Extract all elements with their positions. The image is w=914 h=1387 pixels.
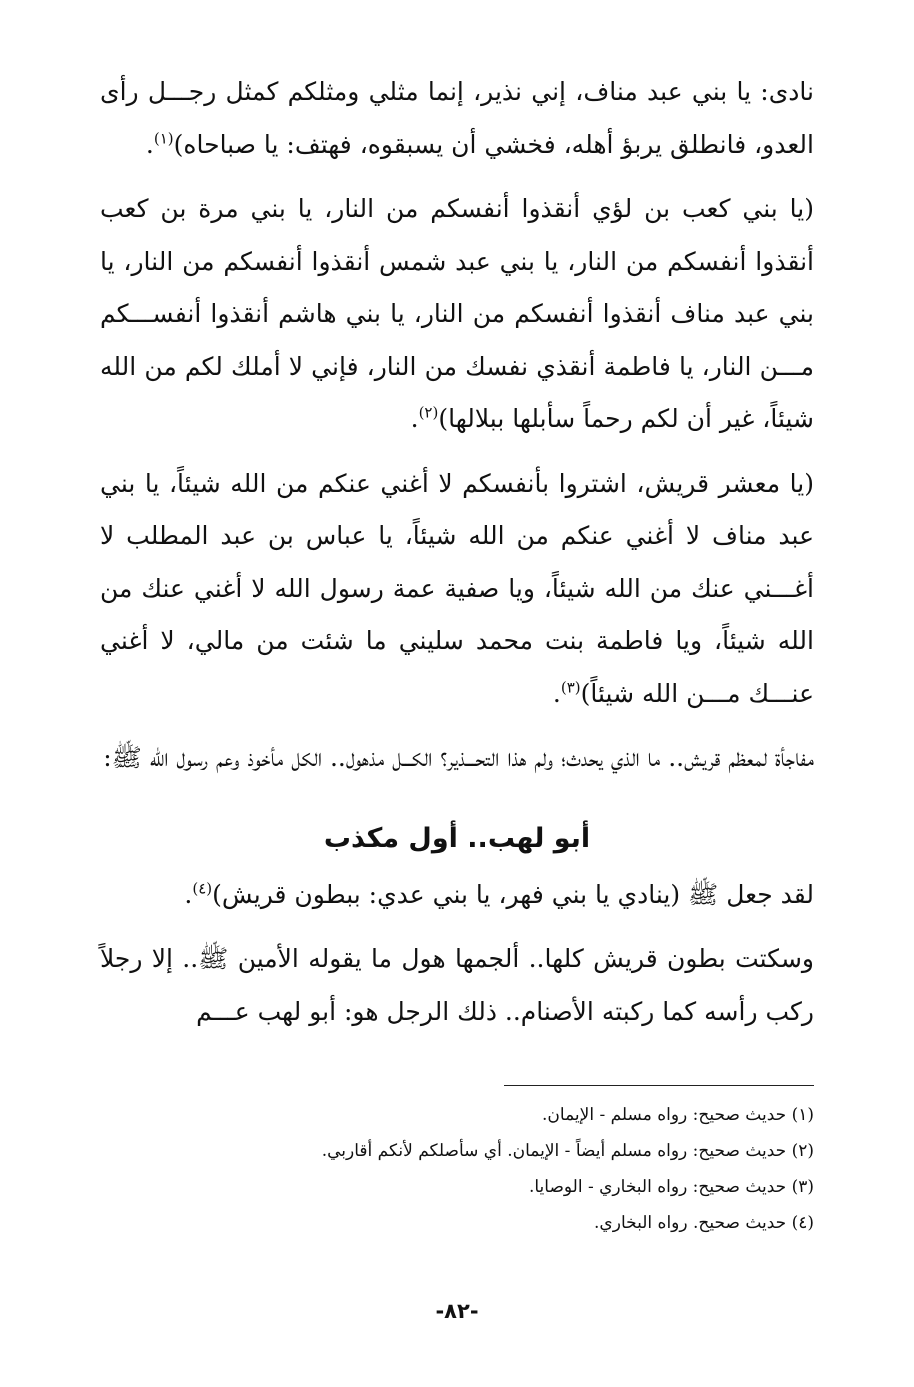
footnote-ref-2: (٢) xyxy=(418,403,439,422)
footnote-1: (١) حديث صحيح: رواه مسلم - الإيمان. xyxy=(542,1105,814,1125)
paragraph-5-end: . xyxy=(184,879,193,909)
footnotes xyxy=(100,1097,814,1241)
paragraph-5-text: لقد جعل ﷺ (ينادي يا بني فهر، يا بني عدي: ببطون قريش) xyxy=(212,879,814,909)
paragraph-3-end: . xyxy=(552,678,561,708)
footnote-divider xyxy=(504,1085,814,1086)
paragraph-3 xyxy=(100,458,814,721)
footnote-2: (٢) حديث صحيح: رواه مسلم أيضاً - الإيمان. أي سأصلكم لأنكم أقاربي. xyxy=(321,1141,814,1161)
paragraph-5 xyxy=(100,869,814,922)
paragraph-6-text: وسكتت بطون قريش كلها.. ألجمها هول ما يقوله الأمين ﷺ.. إلا رجلاً ركب رأسه كما ركبته الأصنام.. ذلك الرجل هو: أبو لهب عـــم xyxy=(100,944,814,1026)
footnote-3: (٣) حديث صحيح: رواه البخاري - الوصايا. xyxy=(528,1177,814,1197)
section-heading: أبو لهب.. أول مكذب xyxy=(323,822,591,854)
paragraph-6 xyxy=(100,933,814,1038)
footnote-ref-1: (١) xyxy=(153,129,174,148)
paragraph-2 xyxy=(100,183,814,446)
page-body xyxy=(100,66,814,1050)
page-number: -٨٢- xyxy=(435,1299,479,1323)
footnote-ref-3: (٣) xyxy=(560,678,581,697)
paragraph-4-text: مفاجأة لمعظم قريش.. ما الذي يحدث؛ ولم هذا التحـــذير؟ الكـــل مذهول.. الكل مأخوذ وعم رسول الله ﷺ: xyxy=(103,743,814,772)
footnote-4: (٤) حديث صحيح. رواه البخاري. xyxy=(594,1213,814,1233)
paragraph-1 xyxy=(100,66,814,171)
paragraph-1-end: . xyxy=(145,129,154,159)
paragraph-2-end: . xyxy=(410,404,419,433)
paragraph-4 xyxy=(100,732,814,785)
paragraph-2-text: (يا بني كعب بن لؤي أنقذوا أنفسكم من النار، يا بني مرة بن كعب أنقذوا أنفسكم من النار، يا بني عبد شمس أنقذوا أنفسكم من النار، يا بني عبد مناف أنقذوا أنفسكم من النار، يا بني هاشم أنقذوا أنفســـكم مـــن النار، يا فاطمة أنقذي نفسك من النار، فإني لا أملك لكم من الله شيئاً، غير أن لكم رحماً سأبلها ببلالها) xyxy=(100,194,814,433)
paragraph-3-text: (يا معشر قريش، اشتروا بأنفسكم لا أغني عنكم من الله شيئاً، يا بني عبد مناف لا أغني عنكم من الله شيئاً، يا عباس بن عبد المطلب لا أغـــني عنك من الله شيئاً، ويا صفية عمة رسول الله لا أغني عنك من الله شيئاً، ويا فاطمة بنت محمد سليني ما شئت من مالي، لا أغني عنـــك مـــن الله شيئاً) xyxy=(100,468,814,708)
footnote-ref-4: (٤) xyxy=(192,879,213,898)
paragraph-1-text: نادى: يا بني عبد مناف، إني نذير، إنما مثلي ومثلكم كمثل رجـــل رأى العدو، فانطلق يربؤ أهله، فخشي أن يسبقوه، فهتف: يا صباحاه) xyxy=(100,77,814,159)
